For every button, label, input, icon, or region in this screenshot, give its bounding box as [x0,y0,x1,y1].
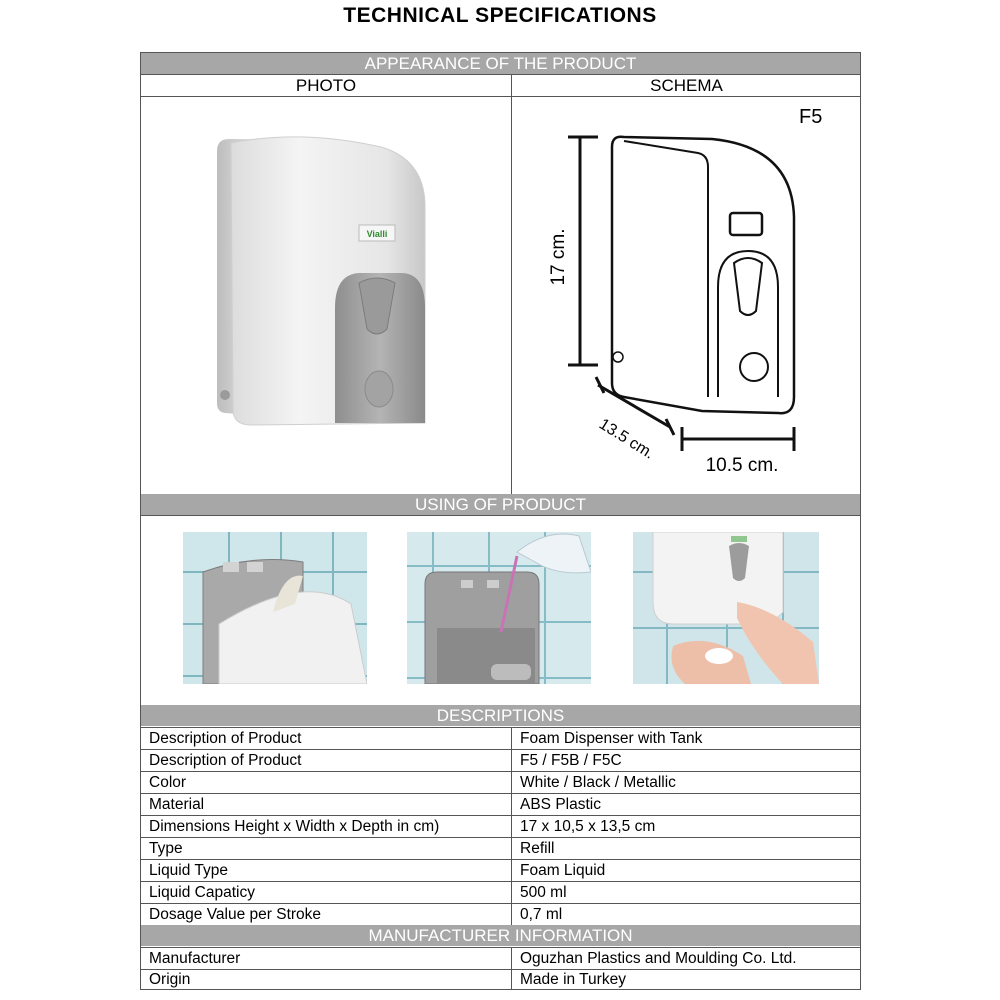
spec-sheet [140,52,861,990]
usage-photo-refilling [407,532,591,684]
row-value: White / Black / Metallic [520,774,676,791]
row-label: Material [149,796,205,813]
row-value: 500 ml [520,884,567,901]
descriptions-band: DESCRIPTIONS [141,705,860,726]
column-divider [511,727,512,925]
divider [141,515,860,516]
row-value: Made in Turkey [520,971,626,988]
manufacturer-band: MANUFACTURER INFORMATION [141,925,860,946]
width-dimension-label: 10.5 cm. [705,455,779,476]
usage-photo-open-dispenser [183,532,367,684]
row-divider [141,793,860,794]
row-label: Description of Product [149,730,302,747]
row-value: Refill [520,840,555,857]
row-value: F5 / F5B / F5C [520,752,622,769]
usage-photo-dispensing [633,532,819,684]
row-label: Origin [149,971,191,988]
row-value: ABS Plastic [520,796,601,813]
product-photo [211,133,441,433]
row-label: Color [149,774,187,791]
row-divider [141,859,860,860]
brand-logo: Vialli [366,229,388,239]
schema-header: SCHEMA [650,76,723,95]
row-label: Dosage Value per Stroke [149,906,322,923]
height-dimension-label: 17 cm. [548,228,569,286]
row-divider [141,837,860,838]
page-title: TECHNICAL SPECIFICATIONS [343,4,657,27]
row-label: Liquid Capaticy [149,884,255,901]
row-label: Description of Product [149,752,302,769]
row-value: Foam Dispenser with Tank [520,730,703,747]
row-label: Manufacturer [149,950,241,967]
row-divider [141,969,860,970]
depth-dimension-label: 13.5 cm. [595,415,657,463]
row-label: Dimensions Height x Width x Depth in cm) [149,818,440,835]
usage-band: USING OF PRODUCT [141,494,860,515]
row-value: 0,7 ml [520,906,563,923]
schema-model-label: F5 [799,106,823,128]
product-schema-drawing [512,97,861,493]
row-value: Oguzhan Plastics and Moulding Co. Ltd. [520,950,797,967]
photo-header: PHOTO [295,76,357,95]
row-label: Type [149,840,183,857]
row-label: Liquid Type [149,862,228,879]
column-divider [511,947,512,990]
row-divider [141,771,860,772]
appearance-band: APPEARANCE OF THE PRODUCT [141,53,860,74]
row-value: 17 x 10,5 x 13,5 cm [520,818,656,835]
row-value: Foam Liquid [520,862,606,879]
